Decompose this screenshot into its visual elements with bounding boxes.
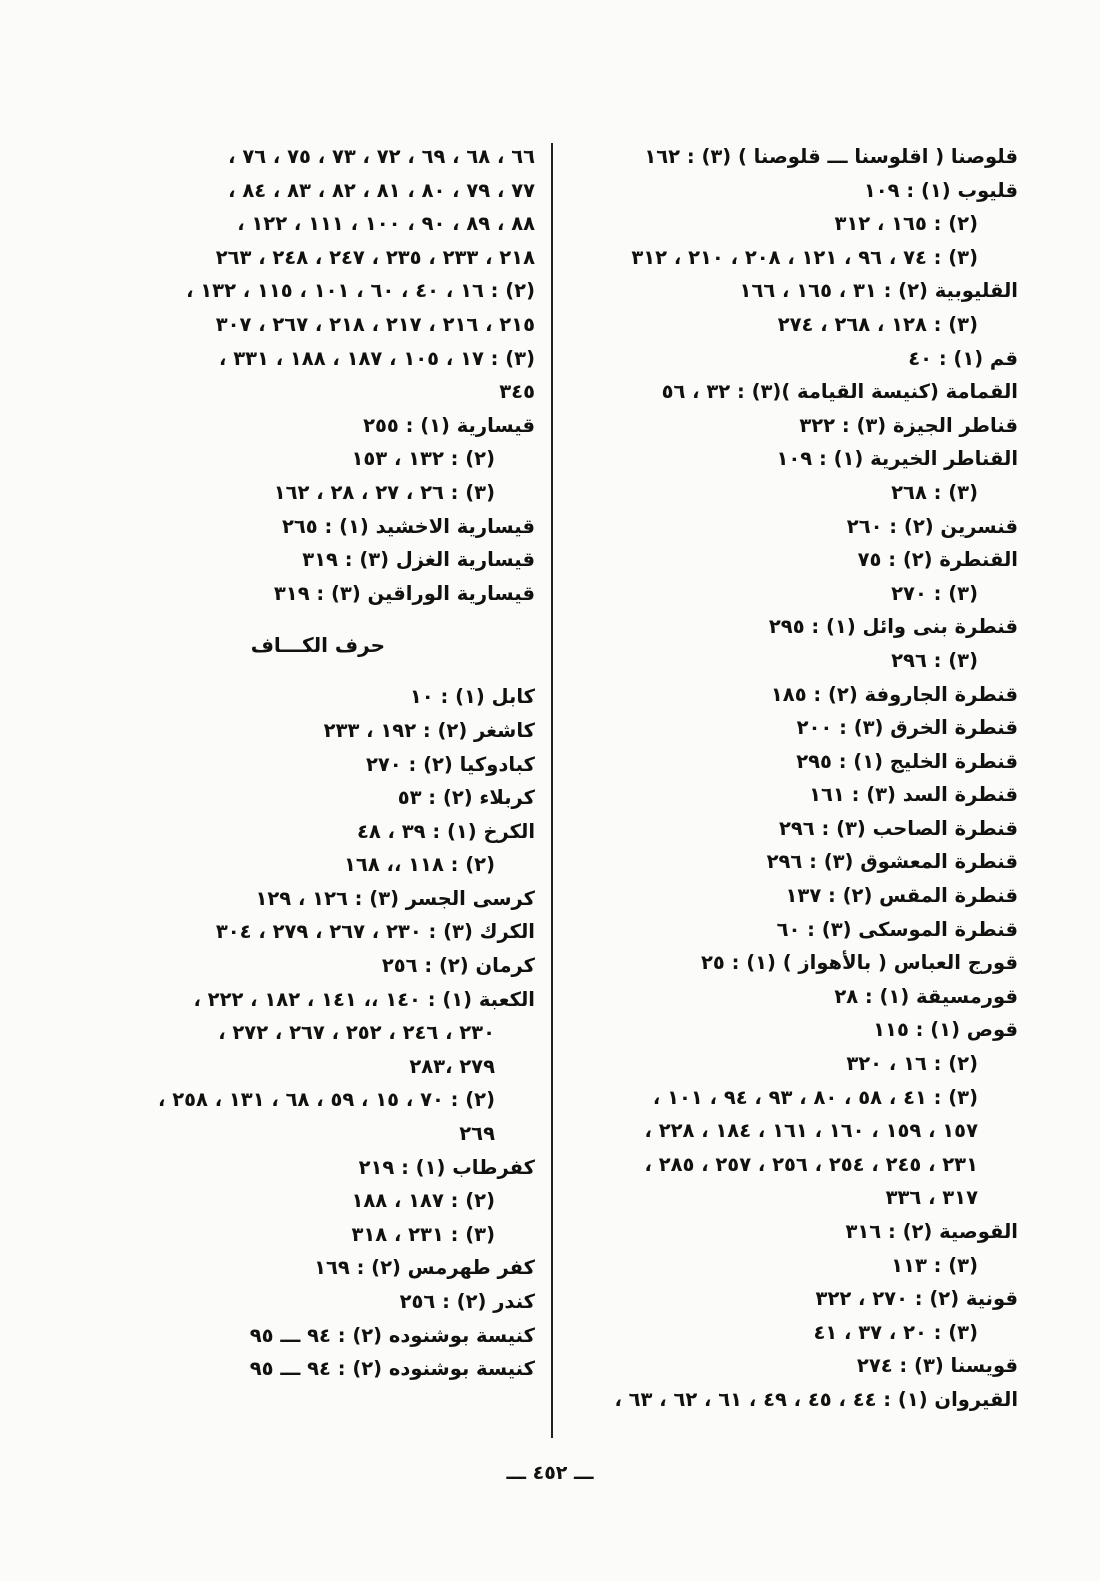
left-column <box>95 140 535 1386</box>
index-entry: قلوصنا ( اقلوسنا ـــ قلوصنا ) (٣) : ١٦٢ <box>644 145 1018 168</box>
index-entry: (٣) : ١١٣ <box>891 1253 978 1277</box>
index-entry: قيسارية الاخشيد (١) : ٢٦٥ <box>281 514 535 538</box>
index-entry: قنطرة الخرق (٣) : ٢٠٠ <box>796 716 1018 740</box>
index-entry: ٢١٥ ، ٢١٦ ، ٢١٧ ، ٢١٨ ، ٢٦٧ ، ٣٠٧ <box>215 312 535 336</box>
index-entry: (٢) : ١٦٥ ، ٣١٢ <box>834 212 978 236</box>
index-entry: ٦٦ ، ٦٨ ، ٦٩ ، ٧٢ ، ٧٣ ، ٧٥ ، ٧٦ ، <box>228 145 535 168</box>
index-entry: قنطرة المعشوق (٣) : ٢٩٦ <box>766 850 1018 874</box>
index-entry: القيروان (١) : ٤٤ ، ٤٥ ، ٤٩ ، ٦١ ، ٦٢ ، ٦٣ ، <box>614 1387 1018 1411</box>
index-entry: قورج العباس ( بالأهواز ) (١) : ٢٥ <box>701 951 1018 975</box>
index-entry: ٢٧٩ ،٢٨٣ <box>409 1054 495 1078</box>
index-entry: (٢) : ١٦ ، ٣٢٠ <box>846 1052 978 1076</box>
index-entry: قنطرة المقس (٢) : ١٣٧ <box>785 884 1018 908</box>
index-entry: قنطرة الخليج (١) : ٢٩٥ <box>796 749 1018 773</box>
index-entry: (٢) : ١٨٧ ، ١٨٨ <box>351 1189 495 1213</box>
index-entry: كبادوكيا (٢) : ٢٧٠ <box>366 752 535 776</box>
index-entry: قنطرة الصاحب (٣) : ٢٩٦ <box>778 816 1018 840</box>
index-entry: (٣) : ٤١ ، ٥٨ ، ٨٠ ، ٩٣ ، ٩٤ ، ١٠١ ، <box>652 1085 978 1109</box>
index-entry: (٢) : ٧٠ ، ١٥ ، ٥٩ ، ٦٨ ، ١٣١ ، ٢٥٨ ، <box>157 1088 495 1112</box>
index-entry: قورمسيقة (١) : ٢٨ <box>834 984 1018 1008</box>
index-entry: (٢) : ١١٨ ،، ١٦٨ <box>344 853 495 877</box>
index-entry: كنيسة بوشنوده (٢) : ٩٤ ـــ ٩٥ <box>249 1357 535 1381</box>
index-entry: القليوبية (٢) : ٣١ ، ١٦٥ ، ١٦٦ <box>739 279 1018 303</box>
index-entry: (٣) : ١٢٨ ، ٢٦٨ ، ٢٧٤ <box>777 312 978 336</box>
index-entry: قنطرة الجاروفة (٢) : ١٨٥ <box>770 682 1018 706</box>
index-entry: ٢٦٩ <box>459 1122 495 1146</box>
index-entry: قيسارية الوراقين (٣) : ٣١٩ <box>273 581 535 605</box>
index-entry: قنطرة بنى وائل (١) : ٢٩٥ <box>768 615 1018 639</box>
index-entry: قونية (٢) : ٢٧٠ ، ٣٢٢ <box>815 1287 1018 1311</box>
index-entry: الكرك (٣) : ٢٣٠ ، ٢٦٧ ، ٢٧٩ ، ٣٠٤ <box>215 920 535 944</box>
column-divider <box>551 143 553 1438</box>
index-entry: ٢٣٠ ، ٢٤٦ ، ٢٥٢ ، ٢٦٧ ، ٢٧٢ ، <box>218 1021 495 1045</box>
index-entry: (٣) : ٢٦٨ <box>891 480 978 504</box>
left-column-entries <box>95 140 535 610</box>
index-entry: (٣) : ٧٤ ، ٩٦ ، ١٢١ ، ٢٠٨ ، ٢١٠ ، ٣١٢ <box>631 245 978 269</box>
index-entry: قيسارية الغزل (٣) : ٣١٩ <box>302 548 535 572</box>
index-entry: كنيسة بوشنوده (٢) : ٩٤ ـــ ٩٥ <box>249 1323 535 1347</box>
index-entry: قليوب (١) : ١٠٩ <box>863 178 1018 202</box>
index-entry: كاشغر (٢) : ١٩٢ ، ٢٣٣ <box>323 718 535 742</box>
right-column <box>578 140 1018 1417</box>
index-entry: ٣٤٥ <box>499 380 535 404</box>
index-entry: كربلاء (٢) : ٥٣ <box>397 786 535 810</box>
index-entry: القنطرة (٢) : ٧٥ <box>857 548 1018 572</box>
index-entry: (٣) : ٢٦ ، ٢٧ ، ٢٨ ، ١٦٢ <box>273 480 495 504</box>
index-entry: ٧٧ ، ٧٩ ، ٨٠ ، ٨١ ، ٨٢ ، ٨٣ ، ٨٤ ، <box>228 178 535 202</box>
index-entry: قم (١) : ٤٠ <box>908 346 1018 370</box>
index-entry: (٣) : ٢٩٦ <box>891 648 978 672</box>
index-entry: كرمان (٢) : ٢٥٦ <box>381 954 535 978</box>
index-entry: (٣) : ٢٧٠ <box>891 581 978 605</box>
index-entry: القناطر الخيرية (١) : ١٠٩ <box>776 447 1018 471</box>
index-entry: (٣) : ١٧ ، ١٠٥ ، ١٨٧ ، ١٨٨ ، ٣٣١ ، <box>218 346 535 370</box>
index-entry: كرسى الجسر (٣) : ١٢٦ ، ١٢٩ <box>255 886 535 910</box>
index-entry: قناطر الجيزة (٣) : ٣٢٢ <box>799 413 1018 437</box>
index-entry: قيسارية (١) : ٢٥٥ <box>363 413 535 437</box>
index-entry: ١٥٧ ، ١٥٩ ، ١٦٠ ، ١٦١ ، ١٨٤ ، ٢٢٨ ، <box>644 1119 978 1143</box>
index-entry: (٣) : ٢٣١ ، ٣١٨ <box>351 1222 495 1246</box>
index-entry: (٣) : ٢٠ ، ٣٧ ، ٤١ <box>813 1320 978 1344</box>
index-entry: قوص (١) : ١١٥ <box>873 1018 1018 1042</box>
index-entry: كندر (٢) : ٢٥٦ <box>399 1290 535 1313</box>
index-entry: كفر طهرمس (٢) : ١٦٩ <box>314 1256 535 1280</box>
page-number: ـــ ٤٥٢ ـــ <box>506 1462 594 1484</box>
index-entry: ٣١٧ ، ٣٣٦ <box>885 1186 978 1210</box>
index-entry: القوصية (٢) : ٣١٦ <box>845 1220 1018 1243</box>
index-entry: قنطرة الموسكى (٣) : ٦٠ <box>776 917 1018 941</box>
index-entry: ٨٨ ، ٨٩ ، ٩٠ ، ١٠٠ ، ١١١ ، ١٢٢ ، <box>237 212 535 236</box>
index-entry: الكعبة (١) : ١٤٠ ،، ١٤١ ، ١٨٢ ، ٢٢٢ ، <box>193 987 535 1011</box>
index-entry: قويسنا (٣) : ٢٧٤ <box>856 1354 1018 1378</box>
index-entry: القمامة (كنيسة القيامة )(٣) : ٣٢ ، ٥٦ <box>661 380 1018 404</box>
index-entry: قنسرين (٢) : ٢٦٠ <box>846 514 1018 538</box>
index-entry: كفرطاب (١) : ٢١٩ <box>358 1155 535 1179</box>
index-entry: (٢) : ١٦ ، ٤٠ ، ٦٠ ، ١٠١ ، ١١٥ ، ١٣٢ ، <box>186 279 535 303</box>
index-entry: ٢٣١ ، ٢٤٥ ، ٢٥٤ ، ٢٥٦ ، ٢٥٧ ، ٢٨٥ ، <box>644 1152 978 1176</box>
left-column-kaf-entries <box>95 680 535 1385</box>
index-entry: الكرخ (١) : ٣٩ ، ٤٨ <box>356 819 535 843</box>
section-heading: حرف الكـــاف <box>250 633 385 658</box>
index-entry: كابل (١) : ١٠ <box>409 685 535 709</box>
index-entry: ٢١٨ ، ٢٣٣ ، ٢٣٥ ، ٢٤٧ ، ٢٤٨ ، ٢٦٣ <box>215 245 535 269</box>
index-entry: (٢) : ١٣٢ ، ١٥٣ <box>351 447 495 471</box>
index-entry: قنطرة السد (٣) : ١٦١ <box>809 783 1018 807</box>
